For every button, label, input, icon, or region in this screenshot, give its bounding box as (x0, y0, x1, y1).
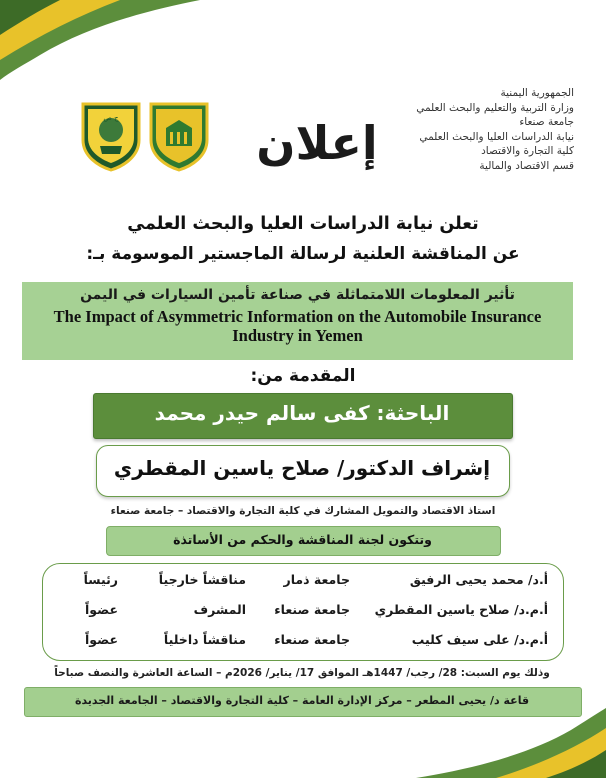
member-university: جامعة صنعاء (274, 602, 350, 617)
committee-member-row (42, 602, 562, 626)
sanaa-university-logo-icon (80, 100, 142, 172)
thesis-title-english: The Impact of Asymmetric Information on the Automobile Insurance Industry in Yemen (53, 307, 542, 345)
corner-decoration-bottom-right (416, 708, 606, 778)
thesis-title-arabic: تأثير المعلومات اللامتماثلة في صناعة تأمين السيارات في اليمن (80, 287, 515, 303)
member-title: رئيساً (83, 572, 118, 587)
member-title: عضواً (85, 602, 118, 617)
presented-by-label: المقدمة من: (250, 366, 356, 386)
member-role: مناقشاً خارجياً (158, 572, 246, 587)
sanaa-university-logo-icon (148, 100, 210, 172)
member-name: أ.د/ محمد يحيى الرفيق (409, 572, 548, 587)
svg-text:ج ص: ج ص (103, 114, 119, 122)
member-name: أ.م.د/ على سيف كليب (411, 632, 548, 647)
corner-decoration-top-left (0, 0, 200, 80)
member-university: جامعة صنعاء (274, 632, 350, 647)
venue-text: قاعة د/ يحيى المطعر – مركز الإدارة العامة – كلية التجارة والاقتصاد – الجامعة الجديدة (74, 694, 530, 707)
committee-member-row (42, 632, 562, 656)
announcement-title: إعلان (256, 116, 378, 170)
committee-member-row (42, 572, 562, 596)
ministry-line: جامعة صنعاء (519, 116, 574, 129)
member-role: مناقشاً داخلياً (163, 632, 246, 647)
ministry-line: قسم الاقتصاد والمالية (479, 159, 574, 172)
ministry-line: الجمهورية اليمنية (500, 87, 574, 99)
date-line: وذلك يوم السبت: 28/ رجب/ 1447هـ الموافق 17/ يناير/ 2026م – الساعة العاشرة والنصف صباحاً (54, 667, 550, 679)
ministry-line: كلية التجارة والاقتصاد (481, 145, 574, 158)
ministry-line: نيابة الدراسات العليا والبحث العلمي (419, 130, 574, 143)
ministry-line: وزارة التربية والتعليم والبحث العلمي (416, 101, 574, 114)
supervisor-name: إشراف الدكتور/ صلاح ياسين المقطري (113, 456, 491, 480)
researcher-name: الباحثة: كفى سالم حيدر محمد (154, 401, 450, 425)
intro-line-2: عن المناقشة العلنية لرسالة الماجستير الموسومة بـ: (86, 244, 520, 264)
member-university: جامعة ذمار (283, 572, 350, 587)
member-name: أ.م.د/ صلاح ياسين المقطري (374, 602, 548, 617)
member-title: عضواً (85, 632, 118, 647)
committee-heading: وتتكون لجنة المناقشة والحكم من الأساتذة (173, 532, 432, 547)
intro-line-1: تعلن نيابة الدراسات العليا والبحث العلمي (127, 214, 479, 234)
ministry-header (394, 86, 574, 174)
member-role: المشرف (193, 602, 246, 617)
supervisor-position: استاذ الاقتصاد والتمويل المشارك في كلية التجارة والاقتصاد – جامعة صنعاء (110, 505, 496, 517)
